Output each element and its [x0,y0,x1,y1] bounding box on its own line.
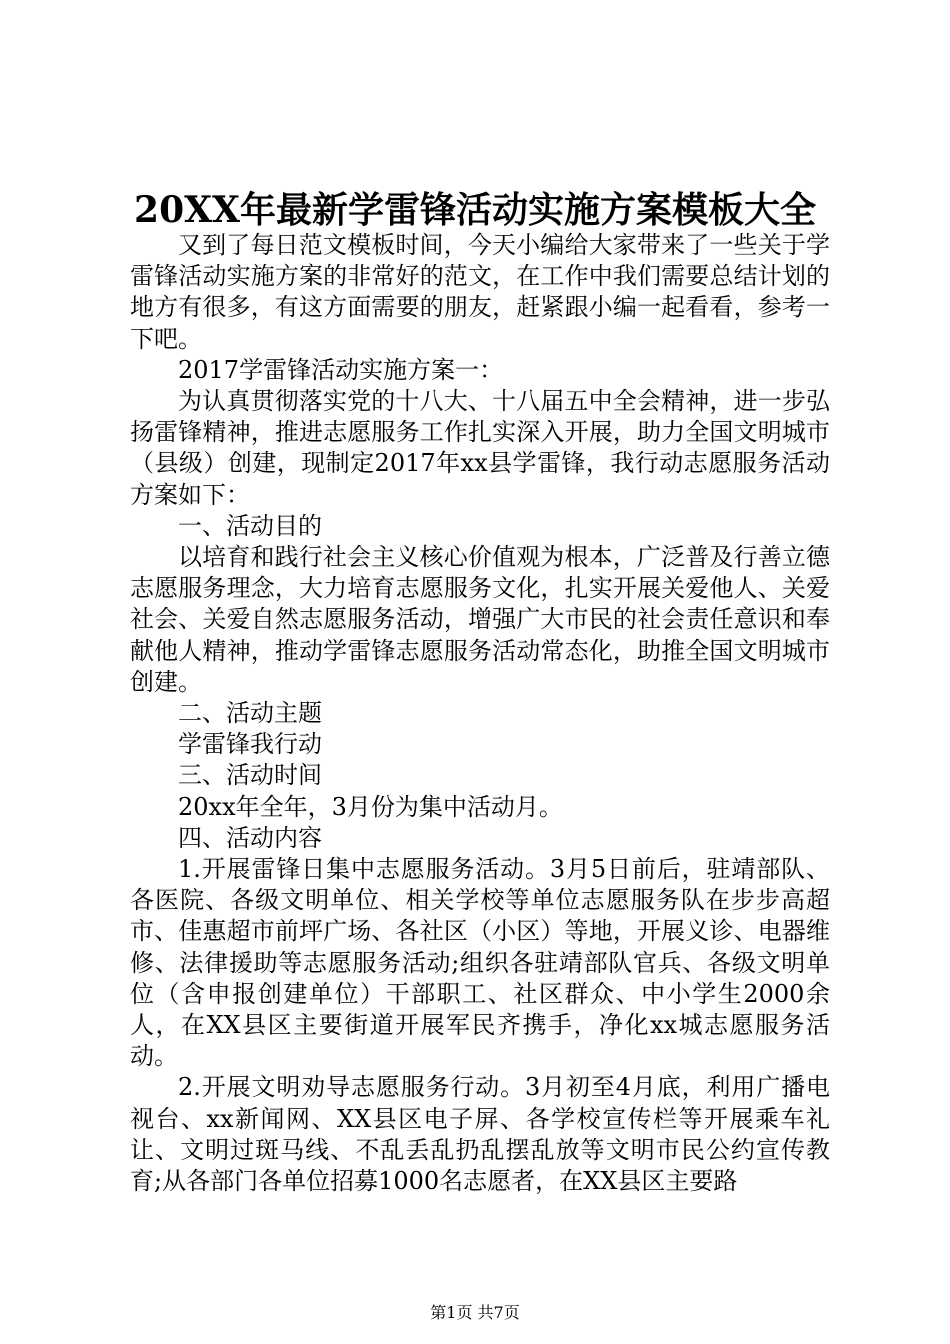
page-number-footer: 第1页 共7页 [430,1303,520,1322]
paragraph-content-item-2: 2.开展文明劝导志愿服务行动。3月初至4月底，利用广播电视台、xx新闻网、XX县区电子屏、各学校宣传栏等开展乘车礼让、文明过斑马线、不乱丢乱扔乱摆乱放等文明市民公约宣传教育;从各部门各单位招募1000名志愿者，在XX县区主要路 [130,1073,830,1196]
paragraph-theme: 学雷锋我行动 [178,730,322,759]
section-heading-theme: 二、活动主题 [178,699,322,728]
document-title: 20XX年最新学雷锋活动实施方案模板大全 [134,189,816,231]
section-heading-content: 四、活动内容 [178,823,322,852]
section-heading-time: 三、活动时间 [178,761,322,790]
paragraph-plan-heading: 2017学雷锋活动实施方案一： [178,355,504,384]
document-body [130,230,830,1197]
paragraph-time: 20xx年全年，3月份为集中活动月。 [178,792,563,821]
paragraph-content-item-1: 1.开展雷锋日集中志愿服务活动。3月5日前后，驻靖部队、各医院、各级文明单位、相关学校等单位志愿服务队在步步高超市、佳惠超市前坪广场、各社区（小区）等地，开展义诊、电器维修、法律援助等志愿服务活动;组织各驻靖部队官兵、各级文明单位（含申报创建单位）干部职工、社区群众、中小学生2000余人，在XX县区主要街道开展军民齐携手，净化xx城志愿服务活动。 [130,855,830,1071]
paragraph-intro: 又到了每日范文模板时间，今天小编给大家带来了一些关于学雷锋活动实施方案的非常好的范文，在工作中我们需要总结计划的地方有很多，有这方面需要的朋友，赶紧跟小编一起看看，参考一下吧。 [130,231,830,353]
paragraph-preamble: 为认真贯彻落实党的十八大、十八届五中全会精神，进一步弘扬雷锋精神，推进志愿服务工作扎实深入开展，助力全国文明城市（县级）创建，现制定2017年xx县学雷锋，我行动志愿服务活动方案如下： [130,387,830,509]
paragraph-purpose: 以培育和践行社会主义核心价值观为根本，广泛普及行善立德志愿服务理念，大力培育志愿服务文化，扎实开展关爱他人、关爱社会、关爱自然志愿服务活动，增强广大市民的社会责任意识和奉献他人精神，推动学雷锋志愿服务活动常态化，助推全国文明城市创建。 [130,543,830,696]
section-heading-purpose: 一、活动目的 [178,511,322,540]
